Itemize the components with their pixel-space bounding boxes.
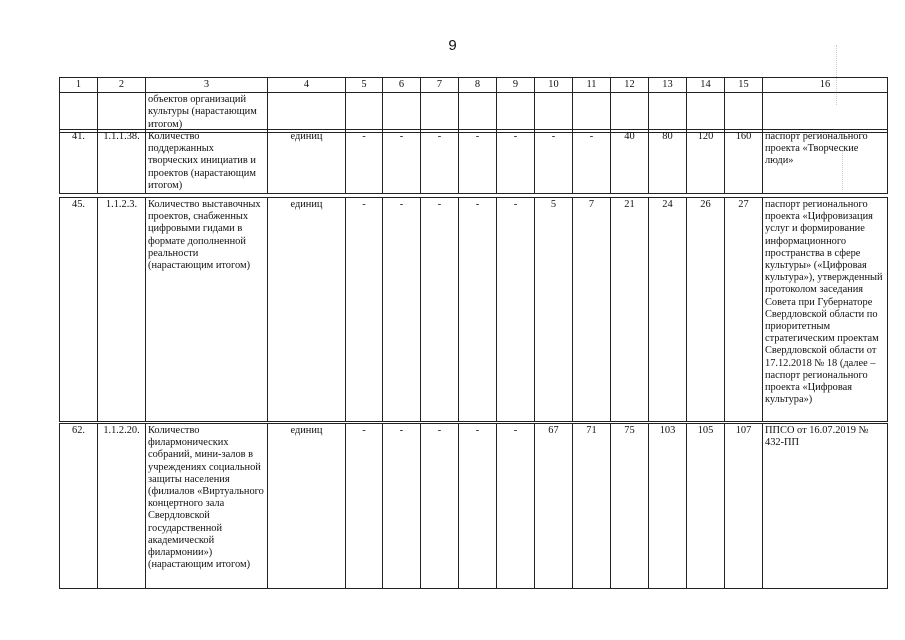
cell-num: 45. — [60, 198, 98, 422]
cell-unit: единиц — [268, 198, 346, 422]
cell-value — [421, 93, 459, 133]
cell-value: - — [421, 424, 459, 589]
cell-value: - — [459, 424, 497, 589]
cell-value: 75 — [611, 424, 649, 589]
column-header: 6 — [383, 78, 421, 93]
cell-value — [649, 93, 687, 133]
cell-value: - — [346, 198, 383, 422]
cell-value — [573, 93, 611, 133]
cell-num: 62. — [60, 424, 98, 589]
cell-value: 21 — [611, 198, 649, 422]
cell-value — [459, 93, 497, 133]
cell-value — [497, 93, 535, 133]
cell-unit: единиц — [268, 130, 346, 194]
cell-value: - — [459, 198, 497, 422]
cell-value: 160 — [725, 130, 763, 194]
column-header: 12 — [611, 78, 649, 93]
cell-value: 105 — [687, 424, 725, 589]
column-header: 7 — [421, 78, 459, 93]
cell-value — [687, 93, 725, 133]
column-header: 3 — [146, 78, 268, 93]
cell-value — [611, 93, 649, 133]
cell-source: паспорт регионального проекта «Творческие люди» — [763, 130, 888, 194]
cell-value: 107 — [725, 424, 763, 589]
cell-indicator-name: объектов организаций культуры (нарастающим итогом) — [146, 93, 268, 133]
cell-code: 1.1.1.38. — [98, 130, 146, 194]
page-number: 9 — [448, 37, 457, 54]
cell-value: - — [535, 130, 573, 194]
table-row-block — [59, 423, 888, 589]
column-header: 16 — [763, 78, 888, 93]
column-header: 1 — [60, 78, 98, 93]
cell-value: - — [573, 130, 611, 194]
cell-indicator-name: Количество выставочных проектов, снабженных цифровыми гидами в формате дополненной реальности (нарастающим итогом) — [146, 198, 268, 422]
cell-value: 27 — [725, 198, 763, 422]
cell-code: 1.1.2.3. — [98, 198, 146, 422]
cell-indicator-name: Количество поддержанных творческих инициатив и проектов (нарастающим итогом) — [146, 130, 268, 194]
cell-value: 67 — [535, 424, 573, 589]
cell-value: - — [421, 130, 459, 194]
cell-num: 41. — [60, 130, 98, 194]
column-header: 5 — [346, 78, 383, 93]
column-header: 4 — [268, 78, 346, 93]
table-row — [60, 130, 888, 194]
cell-value: - — [346, 130, 383, 194]
cell-source — [763, 93, 888, 133]
continued-row — [60, 93, 888, 133]
cell-code: 1.1.2.20. — [98, 424, 146, 589]
cell-value: - — [421, 198, 459, 422]
cell-value: - — [383, 198, 421, 422]
cell-source: паспорт регионального проекта «Цифровизация услуг и формирование информационного пространства в сфере культуры» («Цифровая культура»), утвержденный протоколом заседания Совета при Губернаторе Свердловской области по приоритетным стратегическим проектам Свердловской области от 17.12.2018 № 18 (далее – паспорт регионального проекта «Цифровая культура») — [763, 198, 888, 422]
cell-value: 24 — [649, 198, 687, 422]
cell-value: 26 — [687, 198, 725, 422]
cell-value: 80 — [649, 130, 687, 194]
cell-value: 103 — [649, 424, 687, 589]
cell-value: - — [346, 424, 383, 589]
cell-value: - — [497, 198, 535, 422]
table-row-block — [59, 129, 888, 194]
cell-value — [346, 93, 383, 133]
cell-value — [383, 93, 421, 133]
cell-value: 5 — [535, 198, 573, 422]
cell-value: - — [497, 130, 535, 194]
cell-value: - — [459, 130, 497, 194]
cell-source: ППСО от 16.07.2019 № 432-ПП — [763, 424, 888, 589]
table-row — [60, 424, 888, 589]
column-header: 15 — [725, 78, 763, 93]
column-header: 9 — [497, 78, 535, 93]
cell-code — [98, 93, 146, 133]
table-header-block — [59, 77, 888, 133]
cell-value: 40 — [611, 130, 649, 194]
table-row-block — [59, 197, 888, 422]
column-header: 14 — [687, 78, 725, 93]
column-header: 11 — [573, 78, 611, 93]
column-header: 8 — [459, 78, 497, 93]
cell-indicator-name: Количество филармонических собраний, мини-залов в учреждениях социальной защиты населения (филиалов «Виртуального концертного зала Свердловской государственной академической филармонии») (нарастающим итогом) — [146, 424, 268, 589]
cell-value — [725, 93, 763, 133]
cell-value — [535, 93, 573, 133]
column-header: 2 — [98, 78, 146, 93]
column-header: 13 — [649, 78, 687, 93]
cell-unit — [268, 93, 346, 133]
cell-value: - — [497, 424, 535, 589]
column-number-row — [60, 78, 888, 93]
cell-value: - — [383, 130, 421, 194]
cell-unit: единиц — [268, 424, 346, 589]
cell-value: 120 — [687, 130, 725, 194]
column-header: 10 — [535, 78, 573, 93]
table-row — [60, 198, 888, 422]
cell-value: - — [383, 424, 421, 589]
cell-num — [60, 93, 98, 133]
cell-value: 7 — [573, 198, 611, 422]
cell-value: 71 — [573, 424, 611, 589]
